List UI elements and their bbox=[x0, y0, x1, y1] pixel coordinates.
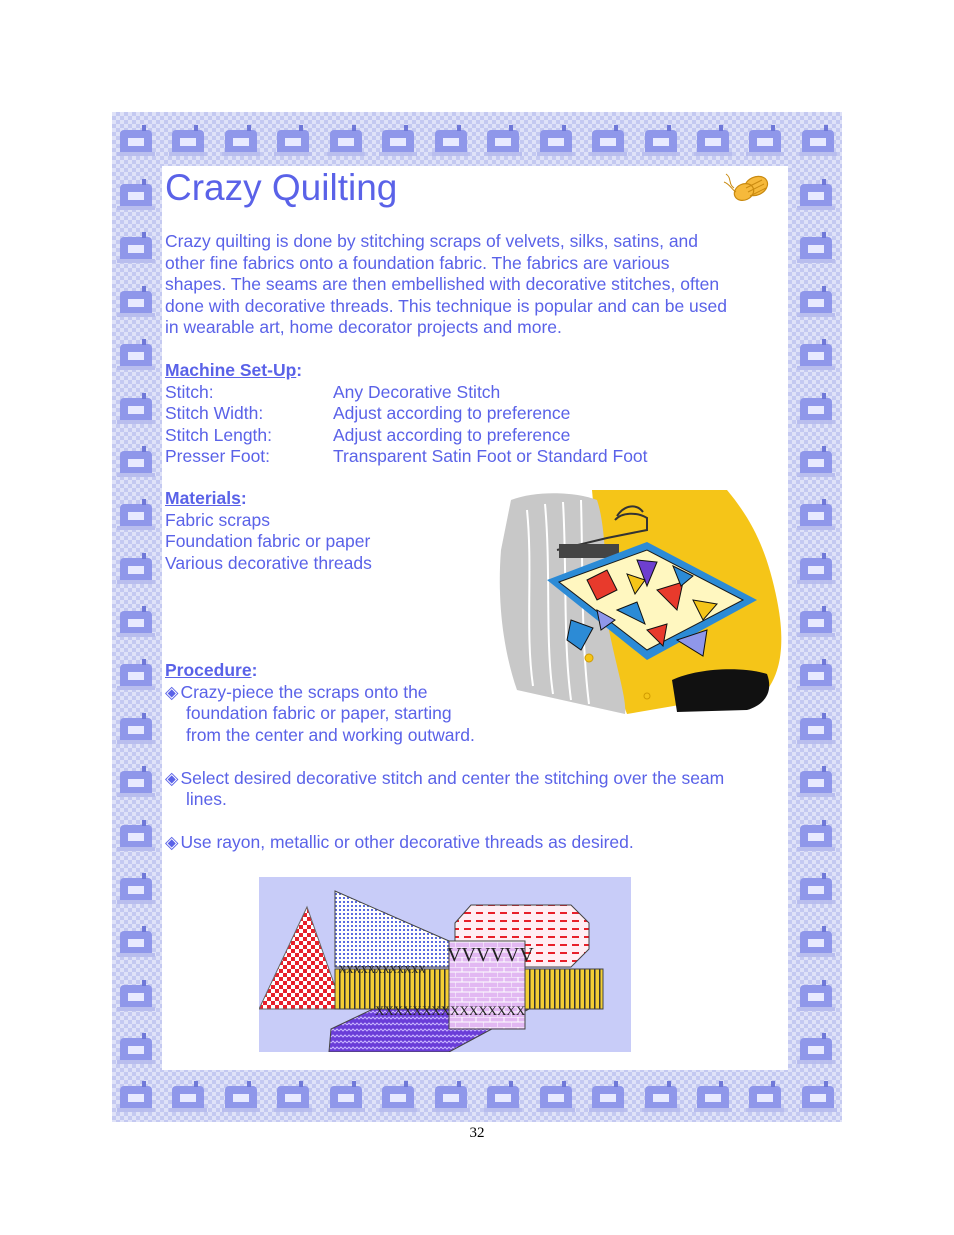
intro-line: in wearable art, home decorator projects and more. bbox=[165, 317, 562, 337]
sewing-machine-icon bbox=[536, 1080, 576, 1114]
sewing-machine-icon bbox=[796, 231, 836, 265]
intro-line: shapes. The seams are then embellished with decorative stitches, often bbox=[165, 274, 720, 294]
procedure-step-2: ◈ Select desired decorative stitch and center the stitching over the seam lines. bbox=[165, 767, 725, 809]
sewing-machine-icon bbox=[745, 1080, 785, 1114]
materials-item: Various decorative threads bbox=[165, 552, 372, 573]
materials-heading-line: Materials: bbox=[165, 488, 247, 508]
procedure-heading-line: Procedure: bbox=[165, 660, 258, 680]
sewing-machine-icon bbox=[588, 124, 628, 158]
sewing-machine-icon bbox=[116, 338, 156, 372]
sewing-machine-icon bbox=[796, 178, 836, 212]
setup-row-presser-foot bbox=[165, 446, 785, 468]
sewing-machine-icon bbox=[326, 1080, 366, 1114]
setup-label: Stitch: bbox=[165, 381, 214, 402]
sewing-machine-icon bbox=[796, 498, 836, 532]
sewing-machine-icon bbox=[378, 1080, 418, 1114]
sewing-machine-icon bbox=[116, 552, 156, 586]
procedure-step-1: ◈ Crazy-piece the scraps onto the foundation fabric or paper, starting from the center and working outward. bbox=[165, 681, 475, 745]
machine-setup-heading: Machine Set-Up bbox=[165, 360, 297, 380]
setup-value: Adjust according to preference bbox=[333, 403, 571, 423]
sewing-machine-icon bbox=[798, 124, 838, 158]
border-bottom-row bbox=[116, 1080, 838, 1114]
sewing-machine-icon bbox=[116, 819, 156, 853]
sewing-machine-icon bbox=[116, 498, 156, 532]
setup-row-stitch-length bbox=[165, 425, 785, 447]
sewing-machine-icon bbox=[796, 712, 836, 746]
sewing-machine-icon bbox=[693, 1080, 733, 1114]
sewing-machine-icon bbox=[641, 124, 681, 158]
sewing-machine-icon bbox=[116, 392, 156, 426]
sewing-machine-icon bbox=[745, 124, 785, 158]
sewing-machine-icon bbox=[796, 872, 836, 906]
sewing-machine-icon bbox=[221, 1080, 261, 1114]
sewing-machine-icon bbox=[796, 658, 836, 692]
sewing-machine-icon bbox=[796, 925, 836, 959]
sewing-machine-icon bbox=[116, 925, 156, 959]
diamond-bullet-icon: ◈ bbox=[165, 681, 179, 702]
sewing-machine-icon bbox=[798, 1080, 838, 1114]
sewing-machine-icon bbox=[273, 1080, 313, 1114]
sewing-machine-icon bbox=[273, 124, 313, 158]
setup-value: Transparent Satin Foot or Standard Foot bbox=[333, 446, 648, 466]
sewing-machine-icon bbox=[221, 124, 261, 158]
sewing-machine-icon bbox=[116, 285, 156, 319]
sewing-machine-icon bbox=[116, 231, 156, 265]
sewing-machine-icon bbox=[116, 1032, 156, 1066]
procedure-step-3: ◈ Use rayon, metallic or other decorative threads as desired. bbox=[165, 832, 634, 852]
page-title: Crazy Quilting bbox=[165, 167, 398, 208]
sewing-machine-icon bbox=[796, 338, 836, 372]
sewing-machine-icon bbox=[116, 124, 156, 158]
setup-row-stitch bbox=[165, 382, 785, 404]
intro-line: done with decorative threads. This technique is popular and can be used bbox=[165, 295, 727, 316]
intro-line: Crazy quilting is done by stitching scraps of velvets, silks, satins, and bbox=[165, 231, 699, 251]
materials-heading: Materials bbox=[165, 488, 241, 508]
sewing-machine-icon bbox=[796, 445, 836, 479]
sewing-machine-icon bbox=[796, 1032, 836, 1066]
sewing-machine-icon bbox=[116, 658, 156, 692]
intro-line: other fine fabrics onto a foundation fabric. The fabrics are various bbox=[165, 252, 670, 273]
intro-paragraph bbox=[165, 231, 785, 339]
setup-value: Any Decorative Stitch bbox=[333, 381, 501, 402]
thread-spool-icon bbox=[722, 168, 774, 208]
sewing-machine-icon bbox=[796, 552, 836, 586]
v-stitch-row: VVVVVV bbox=[447, 944, 534, 966]
sewing-machine-icon bbox=[796, 979, 836, 1013]
materials-item: Foundation fabric or paper bbox=[165, 531, 371, 551]
sewing-machine-icon bbox=[796, 819, 836, 853]
page-number: 32 bbox=[469, 1125, 485, 1141]
sewing-machine-icon bbox=[588, 1080, 628, 1114]
sewing-machine-icon bbox=[431, 1080, 471, 1114]
procedure-section bbox=[165, 660, 785, 854]
sewing-machine-icon bbox=[796, 765, 836, 799]
sewing-machine-icon bbox=[796, 392, 836, 426]
sewing-machine-icon bbox=[116, 712, 156, 746]
border-right-column bbox=[796, 178, 836, 1066]
sewing-machine-icon bbox=[796, 285, 836, 319]
sewing-machine-icon bbox=[116, 178, 156, 212]
sewing-machine-icon bbox=[116, 1080, 156, 1114]
diamond-bullet-icon: ◈ bbox=[165, 767, 179, 788]
setup-label: Stitch Length: bbox=[165, 424, 273, 445]
sewing-machine-icon bbox=[168, 1080, 208, 1114]
diamond-bullet-icon: ◈ bbox=[165, 832, 179, 852]
setup-row-stitch-width bbox=[165, 403, 785, 425]
sewing-machine-icon bbox=[116, 445, 156, 479]
sewing-machine-icon bbox=[168, 124, 208, 158]
sewing-machine-icon bbox=[116, 765, 156, 799]
materials-item: Fabric scraps bbox=[165, 509, 271, 530]
sewing-machine-icon bbox=[431, 124, 471, 158]
setup-value: Adjust according to preference bbox=[333, 424, 571, 445]
sewing-machine-icon bbox=[116, 979, 156, 1013]
x-stitch-row: XXXXXXXXXXXXXXXX bbox=[375, 1003, 526, 1018]
machine-setup-heading-line: Machine Set-Up: bbox=[165, 360, 303, 380]
machine-setup-section bbox=[165, 360, 785, 468]
materials-section bbox=[165, 488, 495, 574]
sewing-machine-icon bbox=[483, 124, 523, 158]
sewing-machine-icon bbox=[326, 124, 366, 158]
procedure-heading: Procedure bbox=[165, 660, 252, 680]
x-stitch-row: XXXXXXXXXXXX bbox=[339, 965, 426, 976]
border-left-column bbox=[116, 178, 156, 1066]
border-top-row bbox=[116, 124, 838, 158]
sewing-machine-icon bbox=[641, 1080, 681, 1114]
sewing-machine-icon bbox=[483, 1080, 523, 1114]
crazy-quilt-patchwork-diagram bbox=[259, 877, 631, 1052]
sewing-machine-icon bbox=[116, 872, 156, 906]
setup-label: Presser Foot: bbox=[165, 446, 271, 466]
sewing-machine-icon bbox=[693, 124, 733, 158]
sewing-machine-icon bbox=[536, 124, 576, 158]
sewing-machine-icon bbox=[796, 605, 836, 639]
sewing-machine-icon bbox=[116, 605, 156, 639]
sewing-machine-icon bbox=[378, 124, 418, 158]
setup-label: Stitch Width: bbox=[165, 403, 264, 423]
